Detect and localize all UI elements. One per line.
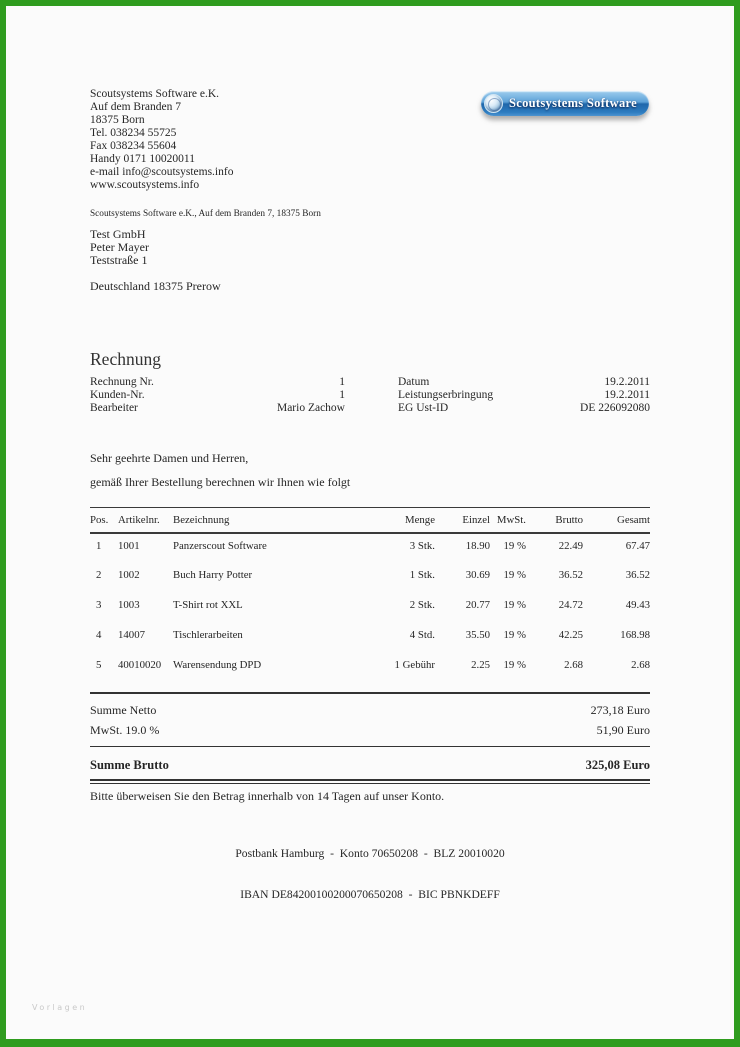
table-row — [90, 533, 650, 563]
mwst-row — [90, 723, 650, 737]
meta-label: Kunden-Nr. — [90, 389, 145, 402]
recipient-company: Test GmbH — [90, 227, 146, 241]
header-brutto: Brutto — [555, 513, 583, 526]
meta-row-clerk — [90, 402, 345, 415]
sender-mobile: Handy 0171 10020011 — [90, 153, 195, 165]
cell-mwst: 19 % — [503, 658, 526, 671]
cell-brutto: 2.68 — [564, 658, 583, 671]
brutto-row — [90, 758, 650, 773]
table-row — [90, 623, 650, 653]
logo-text: Scoutsystems Software — [509, 96, 637, 110]
cell-mwst: 19 % — [503, 568, 526, 581]
meta-label: Datum — [398, 376, 430, 388]
totals-double-rule — [90, 779, 650, 784]
meta-label: EG Ust-ID — [398, 402, 449, 415]
cell-gesamt: 2.68 — [631, 658, 650, 671]
cell-pos: 2 — [96, 568, 102, 581]
bank-details — [6, 820, 734, 928]
cell-menge: 1 Gebühr — [394, 658, 435, 671]
page-title: Rechnung — [90, 349, 161, 369]
meta-label: Bearbeiter — [90, 402, 138, 415]
cell-einzel: 30.69 — [465, 568, 490, 581]
cell-einzel: 20.77 — [465, 598, 490, 611]
header-gesamt: Gesamt — [617, 513, 650, 526]
cell-pos: 1 — [96, 539, 102, 552]
header-bezeichnung: Bezeichnung — [173, 513, 230, 526]
table-row — [90, 653, 650, 683]
cell-einzel: 18.90 — [465, 539, 490, 552]
sender-block — [90, 88, 233, 192]
bank-line-1: Postbank Hamburg - Konto 70650208 - BLZ 20010020 — [235, 847, 505, 860]
sender-street: Auf dem Branden 7 — [90, 101, 182, 113]
sender-fax: Fax 038234 55604 — [90, 140, 177, 152]
invoice-page — [6, 6, 734, 1039]
cell-brutto: 24.72 — [558, 598, 583, 611]
cell-gesamt: 36.52 — [625, 568, 650, 581]
cell-bezeichnung: Buch Harry Potter — [173, 568, 253, 581]
cell-bezeichnung: Warensendung DPD — [173, 658, 262, 671]
meta-value: Mario Zachow — [276, 402, 345, 415]
cell-pos: 4 — [96, 628, 102, 641]
greeting-line-2: gemäß Ihrer Bestellung berechnen wir Ihnen wie folgt — [90, 475, 351, 489]
netto-label: Summe Netto — [90, 703, 157, 717]
cell-pos: 3 — [96, 598, 102, 611]
meta-row-invoice-number — [90, 376, 345, 389]
cell-mwst: 19 % — [503, 598, 526, 611]
netto-row — [90, 703, 650, 717]
meta-row-customer-number — [90, 389, 345, 402]
cell-einzel: 2.25 — [471, 658, 490, 671]
greeting-line-1: Sehr geehrte Damen und Herren, — [90, 451, 249, 465]
meta-value: 1 — [339, 376, 345, 388]
invoice-meta-left — [90, 376, 345, 416]
cell-menge: 1 Stk. — [409, 568, 435, 581]
return-address-line: Scoutsystems Software e.K., Auf dem Branden 7, 18375 Born — [90, 209, 321, 219]
cell-bezeichnung: Tischlerarbeiten — [173, 628, 243, 641]
header-artikelnr: Artikelnr. — [118, 513, 160, 526]
invoice-meta-right — [398, 376, 650, 416]
items-table — [90, 507, 650, 683]
recipient-street: Teststraße 1 — [90, 253, 148, 268]
brutto-label: Summe Brutto — [90, 758, 169, 772]
cell-gesamt: 67.47 — [625, 539, 650, 552]
mwst-label: MwSt. 19.0 % — [90, 723, 160, 737]
meta-row-service-date — [398, 389, 650, 402]
cell-artikelnr: 14007 — [118, 628, 145, 641]
totals-section — [90, 692, 650, 784]
sender-email: e-mail info@scoutsystems.info — [90, 166, 234, 178]
meta-row-vat-id — [398, 402, 650, 415]
cell-bezeichnung: Panzerscout Software — [173, 539, 267, 552]
meta-value: 19.2.2011 — [604, 389, 650, 402]
mwst-value: 51,90 Euro — [596, 723, 650, 737]
cell-brutto: 22.49 — [558, 539, 583, 552]
cell-pos: 5 — [96, 658, 102, 671]
header-einzel: Einzel — [462, 513, 490, 526]
cell-gesamt: 49.43 — [625, 598, 650, 611]
netto-value: 273,18 Euro — [590, 703, 650, 717]
meta-row-date — [398, 376, 650, 389]
meta-value: DE 226092080 — [580, 402, 650, 415]
cell-menge: 3 Stk. — [409, 539, 435, 552]
sender-company: Scoutsystems Software e.K. — [90, 88, 220, 100]
cell-brutto: 42.25 — [558, 628, 583, 641]
meta-value: 1 — [339, 389, 345, 402]
recipient-country-line: Deutschland 18375 Prerow — [90, 279, 221, 293]
cell-gesamt: 168.98 — [620, 628, 650, 641]
meta-label: Rechnung Nr. — [90, 376, 154, 388]
header-menge: Menge — [405, 513, 435, 526]
payment-note: Bitte überweisen Sie den Betrag innerhalb von 14 Tagen auf unser Konto. — [90, 789, 445, 803]
header-pos: Pos. — [90, 513, 109, 526]
cell-artikelnr: 1003 — [118, 598, 140, 611]
items-table-header-row — [90, 508, 650, 533]
totals-divider — [90, 746, 650, 747]
company-logo — [481, 91, 649, 116]
cell-brutto: 36.52 — [558, 568, 583, 581]
cell-artikelnr: 40010020 — [118, 658, 162, 671]
template-footer-label: Vorlagen — [32, 1003, 88, 1012]
recipient-block — [90, 228, 149, 268]
meta-value: 19.2.2011 — [604, 376, 650, 388]
cell-menge: 2 Stk. — [409, 598, 435, 611]
brutto-value: 325,08 Euro — [585, 758, 650, 772]
table-row — [90, 563, 650, 593]
header-mwst: MwSt. — [496, 513, 526, 526]
recipient-name: Peter Mayer — [90, 240, 149, 255]
cell-einzel: 35.50 — [465, 628, 490, 641]
globe-icon — [484, 94, 503, 113]
cell-menge: 4 Std. — [409, 628, 435, 641]
sender-tel: Tel. 038234 55725 — [90, 127, 177, 139]
cell-artikelnr: 1002 — [118, 568, 140, 581]
meta-label: Leistungserbringung — [398, 389, 494, 402]
cell-mwst: 19 % — [503, 628, 526, 641]
cell-mwst: 19 % — [503, 539, 526, 552]
sender-website: www.scoutsystems.info — [90, 179, 200, 191]
table-row — [90, 593, 650, 623]
cell-bezeichnung: T-Shirt rot XXL — [173, 598, 243, 611]
sender-city: 18375 Born — [90, 114, 145, 126]
cell-artikelnr: 1001 — [118, 539, 140, 552]
bank-line-2: IBAN DE84200100200070650208 - BIC PBNKDEFF — [240, 887, 500, 901]
